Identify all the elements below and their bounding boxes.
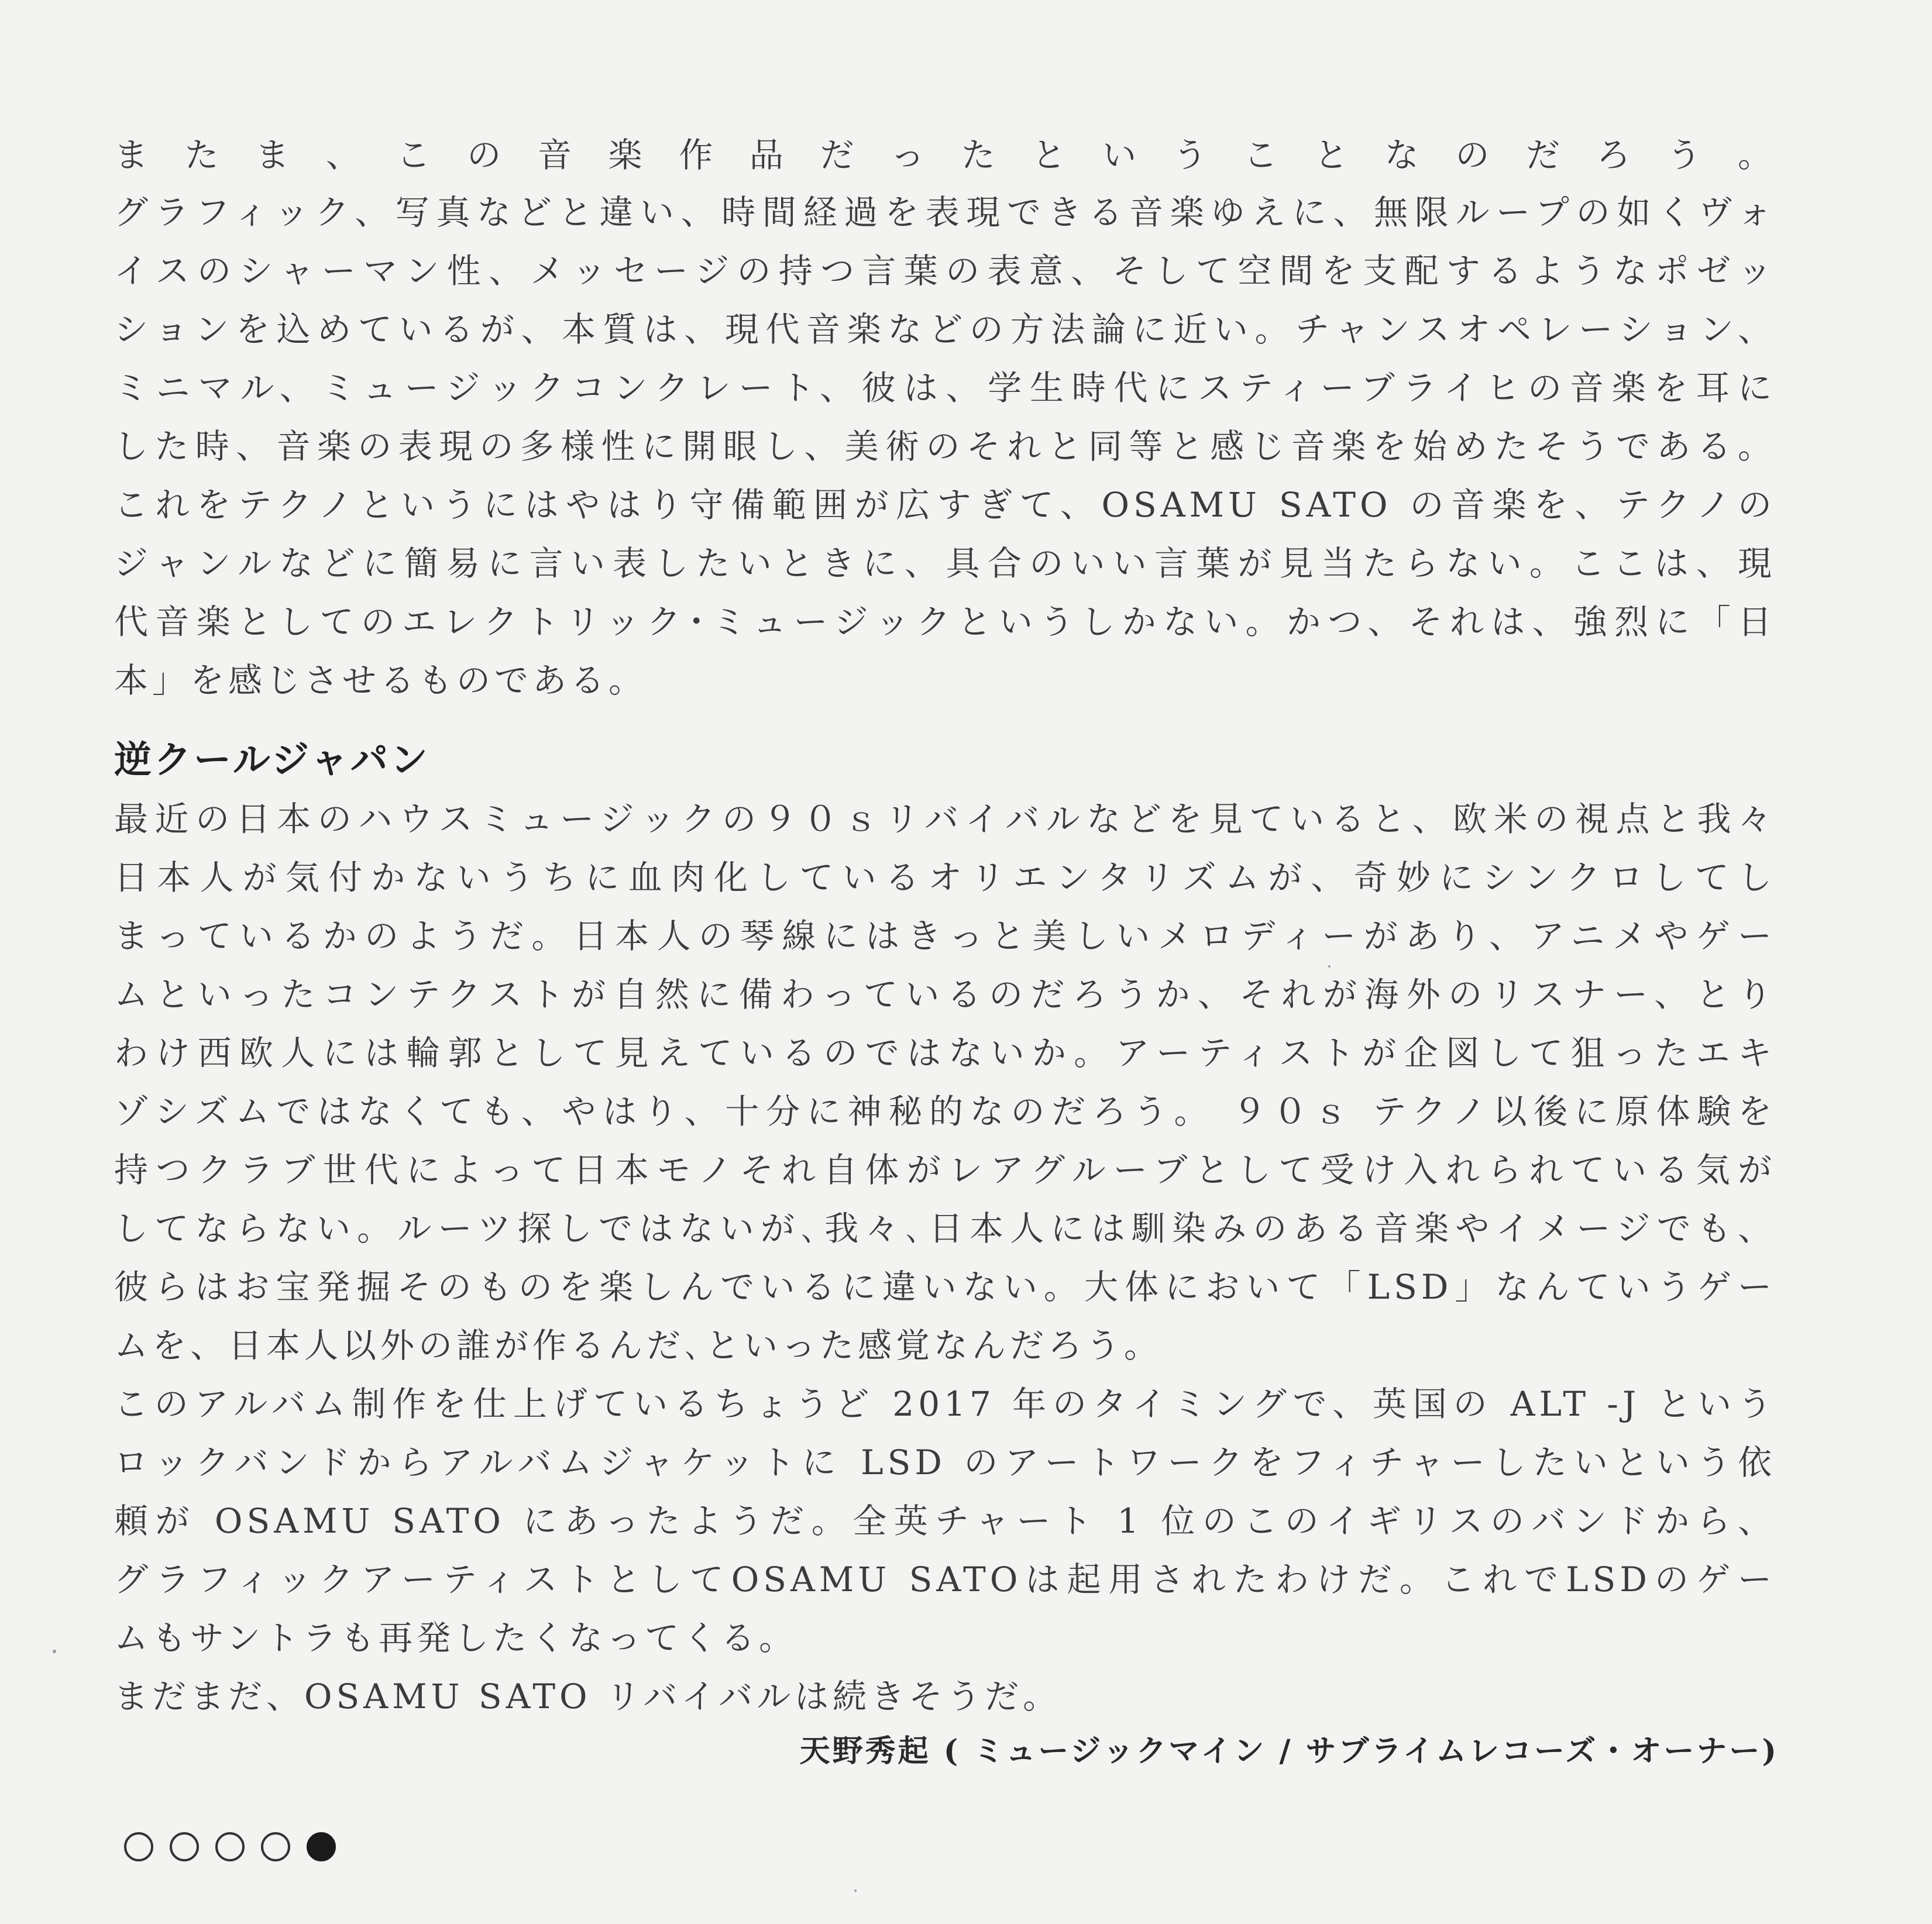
paragraph-line: これをテクノというにはやはり守備範囲が広すぎて、OSAMU SATO の音楽を、テクノの — [114, 485, 1776, 525]
paragraph-line: ションを込めているが、本質は、現代音楽などの方法論に近い。チャンスオペレーション、 — [114, 309, 1776, 349]
paragraph-line: 日本人が気付かないうちに血肉化しているオリエンタリズムが、奇妙にシンクロしてし — [114, 858, 1776, 897]
paragraph-line: グラフィックアーティストとしてOSAMU SATOは起用されたわけだ。これでLSDのゲー — [114, 1560, 1776, 1599]
page-dot-empty — [261, 1832, 290, 1861]
paragraph-line: またま、この音楽作品だったということなのだろう。 — [114, 135, 1776, 175]
paragraph-line: 頼が OSAMU SATO にあったようだ。全英チャート 1 位のこのイギリスのバンドから、 — [114, 1501, 1776, 1541]
paper-speck — [854, 1889, 857, 1892]
paragraph-line: 彼らはお宝発掘そのものを楽しんでいるに違いない。大体において「LSD」なんていうゲー — [114, 1267, 1776, 1307]
paragraph-line: してならない。ルーツ探しではないが､我々､日本人には馴染みのある音楽やイメージでも、 — [114, 1209, 1776, 1248]
section-heading: 逆クールジャパン — [114, 738, 430, 782]
paper-speck — [53, 1650, 56, 1653]
page-dot-empty — [124, 1832, 153, 1861]
paragraph-line: イスのシャーマン性、メッセージの持つ言葉の表意、そして空間を支配するようなポゼッ — [114, 251, 1776, 291]
paragraph-line: まっているかのようだ。日本人の琴線にはきっと美しいメロディーがあり、アニメやゲー — [114, 916, 1776, 956]
paragraph-line: このアルバム制作を仕上げているちょうど 2017 年のタイミングで、英国の ALT -J という — [114, 1384, 1776, 1424]
author-signature: 天野秀起 ( ミュージックマイン / サブライムレコーズ・オーナー) — [799, 1733, 1779, 1769]
paragraph-line: ミニマル、ミュージックコンクレート、彼は、学生時代にスティーブライヒの音楽を耳に — [114, 368, 1776, 408]
paragraph-line: わけ西欧人には輪郭として見えているのではないか。アーティストが企図して狙ったエキ — [114, 1033, 1776, 1073]
page-dot-filled — [307, 1832, 336, 1861]
paragraph-line: ジャンルなどに簡易に言い表したいときに、具合のいい言葉が見当たらない。ここは、現 — [114, 543, 1776, 583]
paragraph-line: まだまだ、OSAMU SATO リバイバルは続きそうだ。 — [114, 1677, 1061, 1716]
paragraph-line: ロックバンドからアルバムジャケットに LSD のアートワークをフィチャーしたいという依 — [114, 1443, 1776, 1482]
paragraph-line: ムを、日本人以外の誰が作るんだ､といった感覚なんだろう。 — [114, 1326, 1163, 1365]
paragraph-line: ムといったコンテクストが自然に備わっているのだろうか、それが海外のリスナー、とり — [114, 975, 1776, 1014]
paragraph-line: グラフィック、写真などと違い、時間経過を表現できる音楽ゆえに、無限ループの如くヴォ — [114, 192, 1776, 232]
page-indicator — [124, 1832, 336, 1861]
page-dot-empty — [170, 1832, 199, 1861]
paragraph-line: 最近の日本のハウスミュージックの９０ｓリバイバルなどを見ていると、欧米の視点と我々 — [114, 799, 1776, 839]
paragraph-line: 持つクラブ世代によって日本モノそれ自体がレアグルーブとして受け入れられている気が — [114, 1150, 1776, 1190]
paragraph-line: ムもサントラも再発したくなってくる。 — [114, 1618, 797, 1658]
paragraph-line: ゾシズムではなくても、やはり、十分に神秘的なのだろう。 ９０ｓ テクノ以後に原体験を — [114, 1092, 1776, 1131]
paragraph-line: 代音楽としてのエレクトリック･ミュージックというしかない。かつ、それは、強烈に「日 — [114, 602, 1776, 642]
page-dot-empty — [215, 1832, 245, 1861]
paragraph-line: した時、音楽の表現の多様性に開眼し、美術のそれと同等と感じ音楽を始めたそうである。 — [114, 426, 1776, 466]
paragraph-line: 本」を感じさせるものである。 — [114, 660, 647, 700]
paper-speck — [1328, 965, 1331, 968]
